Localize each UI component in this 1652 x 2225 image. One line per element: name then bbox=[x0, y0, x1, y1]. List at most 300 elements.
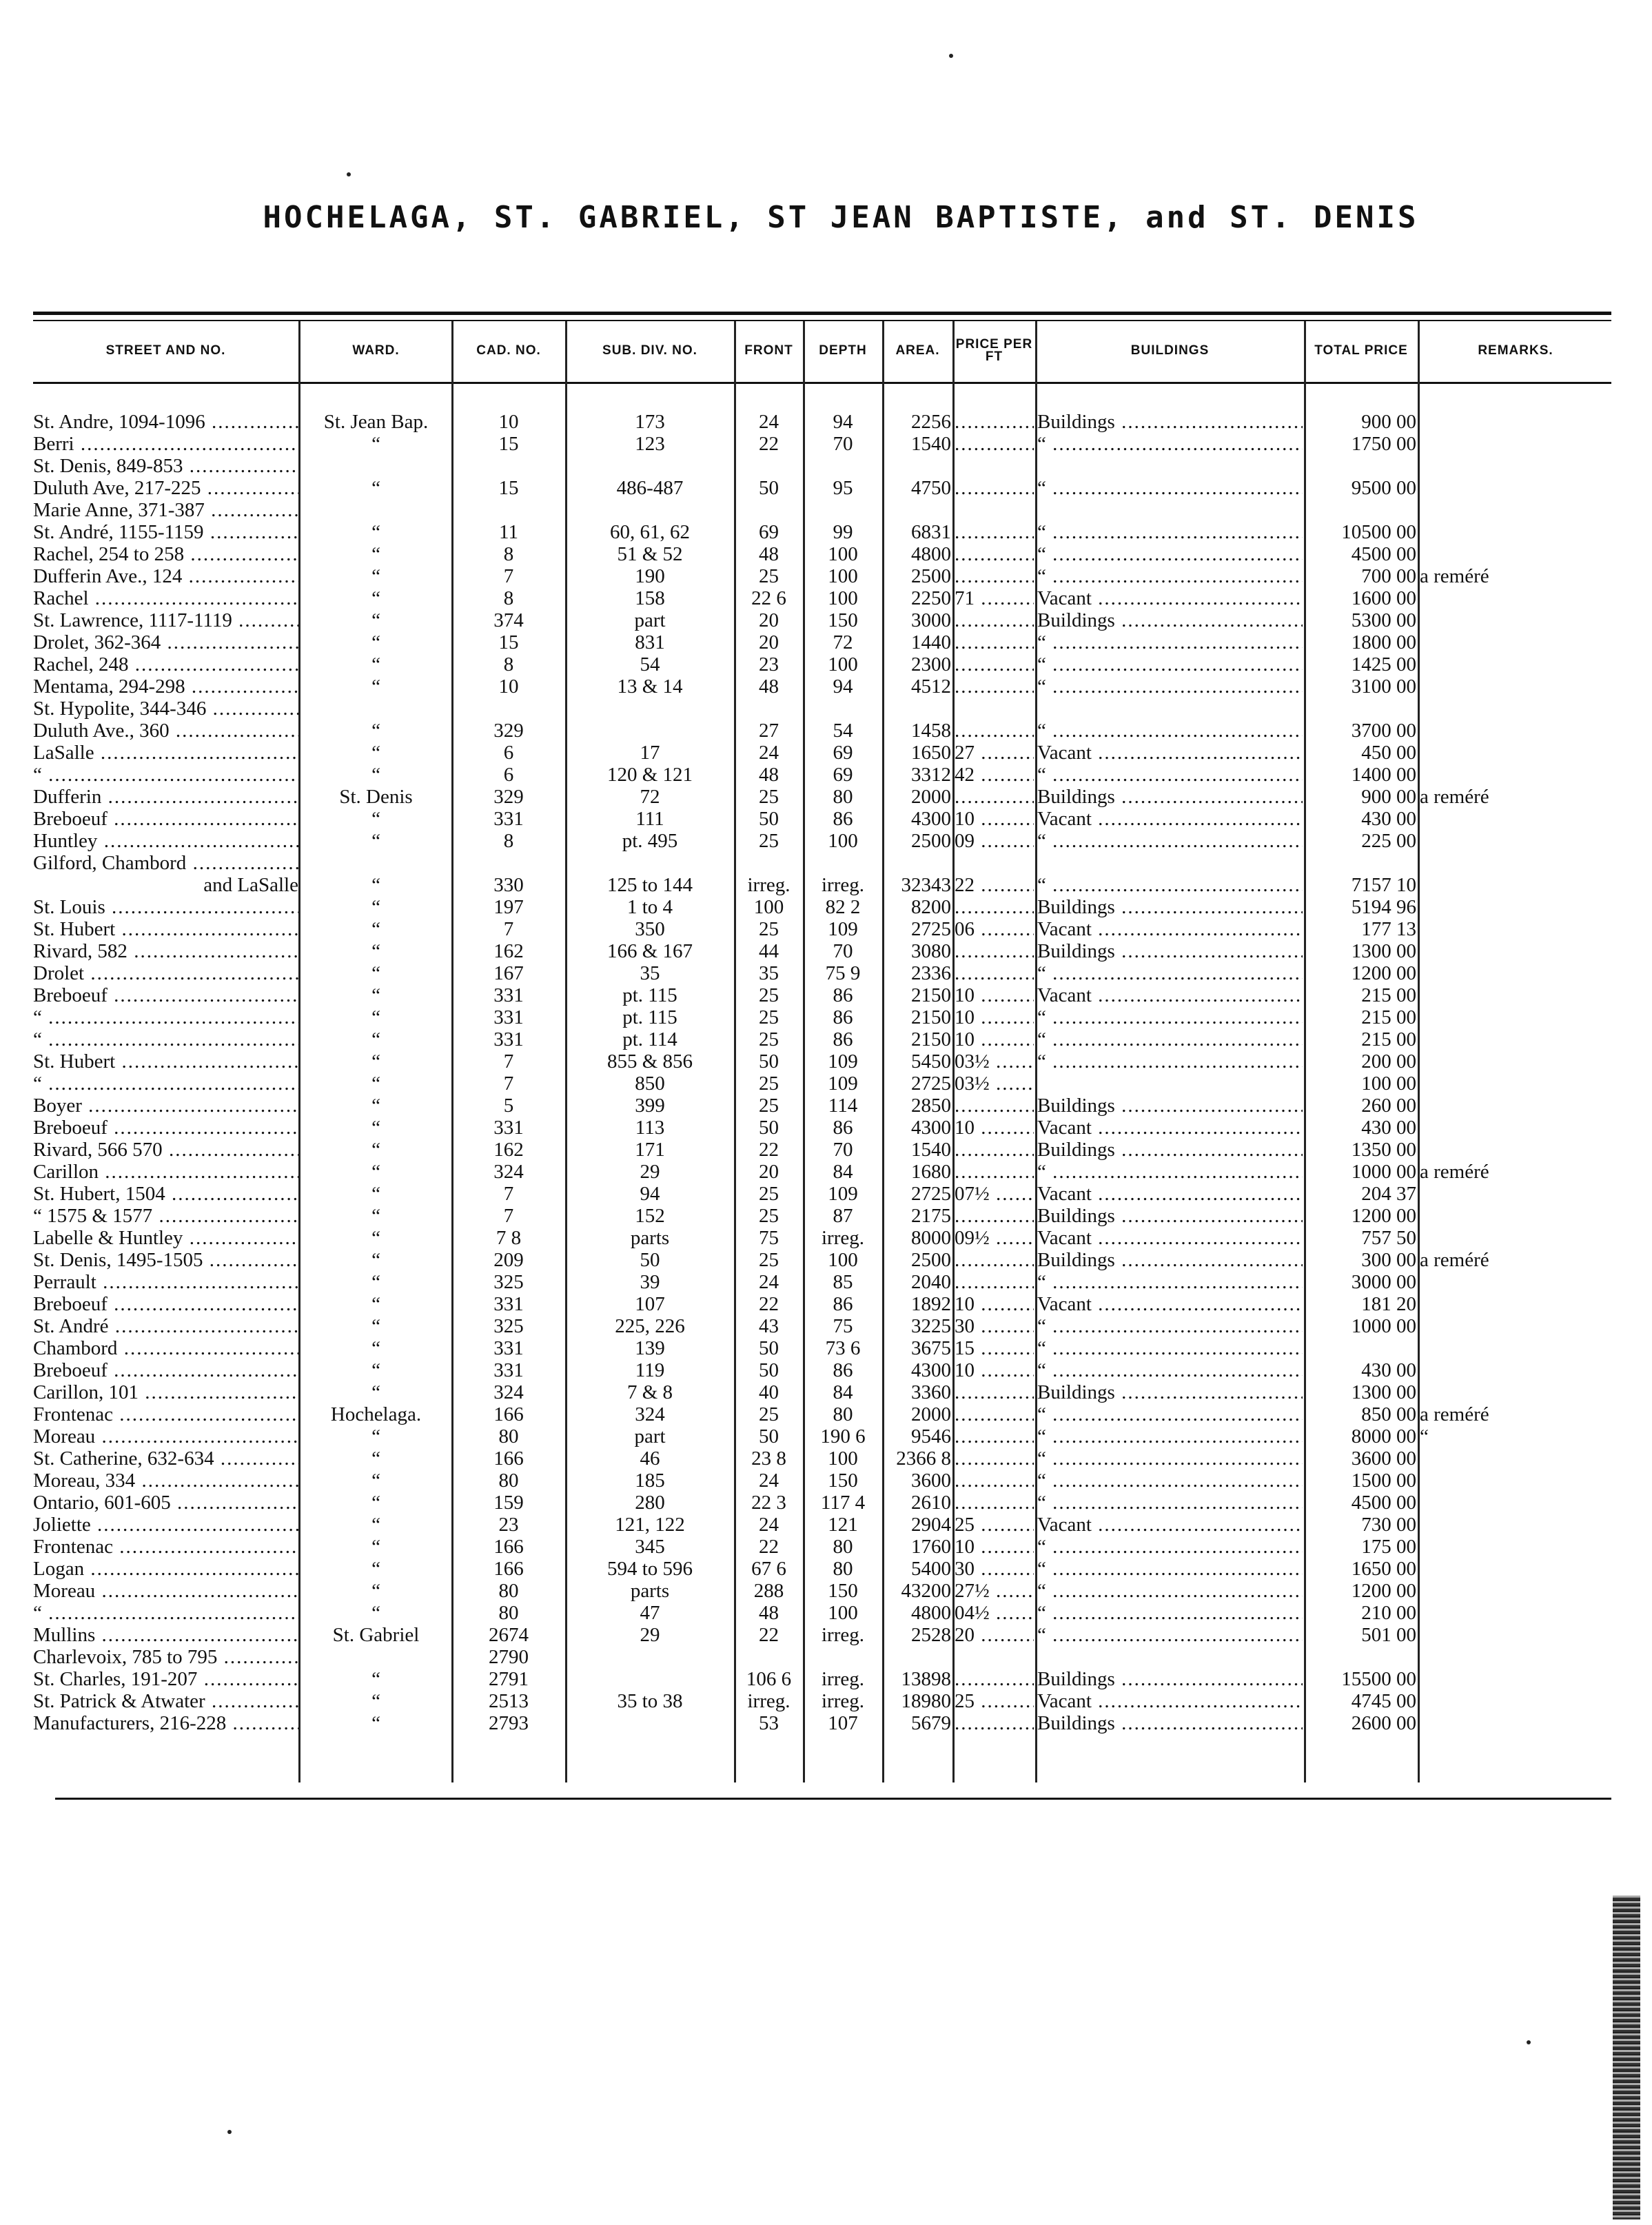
cell-remarks bbox=[1420, 455, 1611, 477]
cell-cad-text: 162 bbox=[493, 940, 524, 962]
cell-remarks-text: “ bbox=[1420, 1425, 1429, 1447]
cell-cad-text: 5 bbox=[503, 1095, 514, 1117]
cell-price bbox=[955, 786, 1034, 808]
leader-dots bbox=[1046, 962, 1303, 984]
cell-area bbox=[884, 1536, 951, 1558]
leader-dots bbox=[975, 1006, 1034, 1028]
cell-cad bbox=[453, 1470, 564, 1492]
cell-depth-text: irreg. bbox=[822, 1624, 864, 1646]
cell-area-text: 4300 bbox=[911, 1117, 951, 1139]
cell-price-text: 03½ bbox=[955, 1073, 990, 1095]
cell-area bbox=[884, 587, 951, 609]
cell-total-text: 3000 00 bbox=[1351, 1271, 1416, 1293]
table-row bbox=[33, 675, 1611, 698]
cell-total bbox=[1306, 1447, 1416, 1470]
cell-front bbox=[736, 940, 802, 962]
cell-total bbox=[1306, 565, 1416, 587]
leader-dots bbox=[955, 1095, 1034, 1117]
cell-price-text: 10 bbox=[955, 1536, 975, 1558]
cell-front-text: 24 bbox=[759, 1514, 779, 1536]
cell-front-text: 25 bbox=[759, 1028, 779, 1050]
leader-dots bbox=[42, 764, 298, 786]
cell-ward bbox=[302, 1315, 450, 1337]
table-row bbox=[33, 1161, 1611, 1183]
cell-price-text: 20 bbox=[955, 1624, 975, 1646]
cell-depth bbox=[805, 1359, 881, 1381]
cell-buildings bbox=[1037, 455, 1303, 477]
cell-price bbox=[955, 433, 1034, 455]
cell-area-text: 2904 bbox=[911, 1514, 951, 1536]
cell-street bbox=[33, 1624, 298, 1646]
cell-depth-text: 80 bbox=[833, 1558, 853, 1580]
cell-remarks bbox=[1420, 984, 1611, 1006]
cell-depth-text: 86 bbox=[833, 1359, 853, 1381]
cell-price bbox=[955, 1624, 1034, 1646]
cell-area bbox=[884, 1028, 951, 1050]
cell-ward-text: “ bbox=[371, 1139, 380, 1161]
cell-front-text: 20 bbox=[759, 631, 779, 653]
leader-dots bbox=[197, 1668, 298, 1690]
cell-street bbox=[33, 1359, 298, 1381]
cell-price bbox=[955, 940, 1034, 962]
table-row bbox=[33, 1006, 1611, 1028]
cell-remarks bbox=[1420, 764, 1611, 786]
cell-area bbox=[884, 1359, 951, 1381]
cell-street-text: Frontenac bbox=[33, 1536, 113, 1558]
cell-area bbox=[884, 675, 951, 698]
cell-cad bbox=[453, 1227, 564, 1249]
table-body bbox=[33, 411, 1611, 1734]
cell-price bbox=[955, 1359, 1034, 1381]
cell-sub bbox=[567, 1271, 733, 1293]
cell-sub-text: 119 bbox=[635, 1359, 665, 1381]
cell-ward bbox=[302, 1602, 450, 1624]
column-header-ward: WARD. bbox=[352, 343, 400, 358]
leader-dots bbox=[955, 1271, 1034, 1293]
cell-ward-text: “ bbox=[371, 808, 380, 830]
cell-buildings bbox=[1037, 1028, 1303, 1050]
leader-dots bbox=[42, 1073, 298, 1095]
table-row bbox=[33, 720, 1611, 742]
cell-street-text: “ bbox=[33, 1602, 42, 1624]
cell-ward-text: “ bbox=[371, 609, 380, 631]
cell-area-text: 2500 bbox=[911, 830, 951, 852]
cell-remarks bbox=[1420, 433, 1611, 455]
cell-buildings bbox=[1037, 631, 1303, 653]
leader-dots bbox=[139, 1381, 298, 1403]
cell-street-text: Duluth Ave, 217-225 bbox=[33, 477, 201, 499]
leader-dots bbox=[84, 962, 298, 984]
leader-dots bbox=[1046, 1492, 1303, 1514]
table-row bbox=[33, 1205, 1611, 1227]
cell-cad bbox=[453, 1447, 564, 1470]
cell-buildings-text: Buildings bbox=[1037, 940, 1115, 962]
cell-sub bbox=[567, 1646, 733, 1668]
cell-depth-text: 109 bbox=[828, 1050, 858, 1073]
cell-ward bbox=[302, 1205, 450, 1227]
cell-remarks bbox=[1420, 1139, 1611, 1161]
cell-cad-text: 331 bbox=[493, 1359, 524, 1381]
cell-street bbox=[33, 1139, 298, 1161]
cell-ward-text: “ bbox=[371, 1337, 380, 1359]
cell-depth-text: 150 bbox=[828, 609, 858, 631]
cell-buildings-text: “ bbox=[1037, 1624, 1046, 1646]
cell-area bbox=[884, 1425, 951, 1447]
leader-dots bbox=[990, 1580, 1034, 1602]
cell-street-text: Berri bbox=[33, 433, 74, 455]
cell-depth-text: 69 bbox=[833, 742, 853, 764]
cell-depth-text: 121 bbox=[828, 1514, 858, 1536]
cell-depth bbox=[805, 1073, 881, 1095]
cell-street-text: Gilford, Chambord bbox=[33, 852, 187, 874]
cell-ward-text: “ bbox=[371, 1359, 380, 1381]
cell-front bbox=[736, 1514, 802, 1536]
leader-dots bbox=[1046, 433, 1303, 455]
cell-total bbox=[1306, 653, 1416, 675]
cell-street bbox=[33, 675, 298, 698]
cell-street bbox=[33, 653, 298, 675]
cell-remarks-text: a reméré bbox=[1420, 1403, 1489, 1425]
cell-total-text: 9500 00 bbox=[1351, 477, 1416, 499]
table-row bbox=[33, 918, 1611, 940]
cell-sub bbox=[567, 918, 733, 940]
cell-street-text: Rivard, 566 570 bbox=[33, 1139, 163, 1161]
cell-buildings bbox=[1037, 1205, 1303, 1227]
cell-ward bbox=[302, 918, 450, 940]
leader-dots bbox=[975, 918, 1034, 940]
cell-buildings bbox=[1037, 1183, 1303, 1205]
cell-total bbox=[1306, 1646, 1416, 1668]
cell-total bbox=[1306, 1558, 1416, 1580]
cell-ward bbox=[302, 587, 450, 609]
cell-cad-text: 8 bbox=[503, 830, 514, 852]
cell-price-text: 10 bbox=[955, 1293, 975, 1315]
cell-price-text: 30 bbox=[955, 1558, 975, 1580]
cell-buildings bbox=[1037, 1359, 1303, 1381]
cell-street-text: Marie Anne, 371-387 bbox=[33, 499, 205, 521]
cell-price bbox=[955, 521, 1034, 543]
cell-sub bbox=[567, 1492, 733, 1514]
cell-cad bbox=[453, 433, 564, 455]
leader-dots bbox=[129, 653, 298, 675]
cell-cad bbox=[453, 830, 564, 852]
leader-dots bbox=[955, 1249, 1034, 1271]
cell-cad bbox=[453, 477, 564, 499]
cell-depth-text: 70 bbox=[833, 940, 853, 962]
cell-cad bbox=[453, 1028, 564, 1050]
leader-dots bbox=[205, 1690, 298, 1712]
cell-total-text: 850 00 bbox=[1361, 1403, 1416, 1425]
cell-ward-text: Hochelaga. bbox=[330, 1403, 422, 1425]
cell-remarks bbox=[1420, 411, 1611, 433]
cell-area-text: 2040 bbox=[911, 1271, 951, 1293]
cell-price bbox=[955, 1447, 1034, 1470]
cell-total-text: 204 37 bbox=[1361, 1183, 1416, 1205]
leader-dots bbox=[955, 1161, 1034, 1183]
cell-depth-text: 100 bbox=[828, 1602, 858, 1624]
cell-buildings bbox=[1037, 1403, 1303, 1425]
cell-front bbox=[736, 499, 802, 521]
cell-sub-text: 46 bbox=[640, 1447, 660, 1470]
leader-dots bbox=[117, 1337, 298, 1359]
cell-ward-text: “ bbox=[371, 1183, 380, 1205]
cell-area bbox=[884, 1492, 951, 1514]
table-row bbox=[33, 1359, 1611, 1381]
cell-area-text: 2500 bbox=[911, 1249, 951, 1271]
cell-price bbox=[955, 1425, 1034, 1447]
cell-sub-text: pt. 495 bbox=[622, 830, 678, 852]
cell-street bbox=[33, 1668, 298, 1690]
cell-front-text: 106 6 bbox=[746, 1668, 792, 1690]
cell-street-text: Breboeuf bbox=[33, 1293, 108, 1315]
cell-price bbox=[955, 1712, 1034, 1734]
cell-cad bbox=[453, 1646, 564, 1668]
cell-total bbox=[1306, 1337, 1416, 1359]
cell-sub-text: 855 & 856 bbox=[606, 1050, 693, 1073]
cell-cad bbox=[453, 631, 564, 653]
cell-depth bbox=[805, 1183, 881, 1205]
cell-street-text: “ bbox=[33, 1006, 42, 1028]
table-row bbox=[33, 565, 1611, 587]
leader-dots bbox=[955, 477, 1034, 499]
cell-total bbox=[1306, 1602, 1416, 1624]
cell-depth-text: 87 bbox=[833, 1205, 853, 1227]
cell-buildings bbox=[1037, 1624, 1303, 1646]
leader-dots bbox=[955, 1492, 1034, 1514]
cell-sub-text: 29 bbox=[640, 1624, 660, 1646]
cell-front bbox=[736, 830, 802, 852]
cell-total bbox=[1306, 1006, 1416, 1028]
cell-sub bbox=[567, 808, 733, 830]
cell-total bbox=[1306, 742, 1416, 764]
cell-buildings bbox=[1037, 1646, 1303, 1668]
cell-depth-text: irreg. bbox=[822, 874, 864, 896]
cell-area bbox=[884, 1580, 951, 1602]
cell-area bbox=[884, 1117, 951, 1139]
cell-area bbox=[884, 940, 951, 962]
leader-dots bbox=[1046, 1624, 1303, 1646]
cell-area bbox=[884, 1205, 951, 1227]
cell-depth-text: 99 bbox=[833, 521, 853, 543]
cell-total-text: 1800 00 bbox=[1351, 631, 1416, 653]
cell-ward bbox=[302, 1492, 450, 1514]
cell-front bbox=[736, 1073, 802, 1095]
column-header-street: STREET AND NO. bbox=[105, 343, 226, 358]
cell-front bbox=[736, 1315, 802, 1337]
table-row bbox=[33, 1293, 1611, 1315]
cell-sub bbox=[567, 1117, 733, 1139]
cell-front-text: 50 bbox=[759, 1359, 779, 1381]
cell-front bbox=[736, 609, 802, 631]
cell-street-text: St. Andre, 1094-1096 bbox=[33, 411, 205, 433]
cell-front-text: irreg. bbox=[747, 1690, 791, 1712]
cell-street bbox=[33, 1425, 298, 1447]
cell-front-text: 25 bbox=[759, 1249, 779, 1271]
cell-total-text: 2600 00 bbox=[1351, 1712, 1416, 1734]
cell-cad-text: 331 bbox=[493, 1006, 524, 1028]
cell-buildings-text: “ bbox=[1037, 565, 1046, 587]
cell-area bbox=[884, 1381, 951, 1403]
cell-street-text: Boyer bbox=[33, 1095, 82, 1117]
cell-depth bbox=[805, 852, 881, 874]
cell-depth bbox=[805, 1712, 881, 1734]
cell-cad bbox=[453, 521, 564, 543]
leader-dots bbox=[108, 1293, 298, 1315]
cell-depth-text: 107 bbox=[828, 1712, 858, 1734]
cell-price bbox=[955, 1227, 1034, 1249]
cell-street-text: St. Lawrence, 1117-1119 bbox=[33, 609, 232, 631]
cell-cad bbox=[453, 940, 564, 962]
leader-dots bbox=[955, 433, 1034, 455]
cell-ward bbox=[302, 1006, 450, 1028]
cell-sub bbox=[567, 1403, 733, 1425]
cell-area-text: 1760 bbox=[911, 1536, 951, 1558]
cell-buildings-text: “ bbox=[1037, 1028, 1046, 1050]
cell-ward-text: “ bbox=[371, 1073, 380, 1095]
cell-buildings-text: “ bbox=[1037, 720, 1046, 742]
cell-cad-text: 167 bbox=[493, 962, 524, 984]
cell-depth bbox=[805, 1558, 881, 1580]
cell-cad-text: 374 bbox=[493, 609, 524, 631]
cell-street bbox=[33, 1183, 298, 1205]
table-row bbox=[33, 455, 1611, 477]
cell-street-text: Perrault bbox=[33, 1271, 96, 1293]
cell-remarks bbox=[1420, 808, 1611, 830]
cell-sub bbox=[567, 1028, 733, 1050]
cell-total-text: 10500 00 bbox=[1341, 521, 1416, 543]
cell-ward-text: “ bbox=[371, 1050, 380, 1073]
cell-total-text: 7157 10 bbox=[1351, 874, 1416, 896]
cell-cad-text: 7 bbox=[503, 1205, 514, 1227]
cell-buildings bbox=[1037, 742, 1303, 764]
leader-dots bbox=[955, 1447, 1034, 1470]
cell-front-text: 48 bbox=[759, 1602, 779, 1624]
cell-sub-text: parts bbox=[630, 1227, 670, 1249]
cell-price-text: 10 bbox=[955, 984, 975, 1006]
cell-sub bbox=[567, 477, 733, 499]
table-row bbox=[33, 962, 1611, 984]
cell-cad-text: 331 bbox=[493, 1028, 524, 1050]
cell-front bbox=[736, 1646, 802, 1668]
cell-total bbox=[1306, 587, 1416, 609]
cell-remarks bbox=[1420, 1161, 1611, 1183]
leader-dots bbox=[42, 1602, 298, 1624]
leader-dots bbox=[203, 1249, 299, 1271]
cell-cad-text: 197 bbox=[493, 896, 524, 918]
table-row bbox=[33, 940, 1611, 962]
cell-buildings bbox=[1037, 1227, 1303, 1249]
leader-dots bbox=[1092, 1183, 1303, 1205]
cell-ward-text: “ bbox=[371, 587, 380, 609]
cell-front-text: 48 bbox=[759, 543, 779, 565]
leader-dots bbox=[975, 1293, 1034, 1315]
cell-street-text: Dufferin Ave., 124 bbox=[33, 565, 183, 587]
cell-front-text: 25 bbox=[759, 830, 779, 852]
table-row bbox=[33, 653, 1611, 675]
cell-price bbox=[955, 455, 1034, 477]
cell-cad-text: 331 bbox=[493, 1117, 524, 1139]
cell-sub-text: 29 bbox=[640, 1161, 660, 1183]
leader-dots bbox=[113, 1536, 298, 1558]
cell-depth bbox=[805, 742, 881, 764]
cell-sub bbox=[567, 1712, 733, 1734]
cell-sub-text: 185 bbox=[635, 1470, 665, 1492]
leader-dots bbox=[955, 675, 1034, 698]
cell-street bbox=[33, 587, 298, 609]
table-row bbox=[33, 1117, 1611, 1139]
cell-price bbox=[955, 477, 1034, 499]
cell-cad-text: 329 bbox=[493, 786, 524, 808]
cell-depth-text: 86 bbox=[833, 984, 853, 1006]
leader-dots bbox=[1092, 1117, 1303, 1139]
cell-area-text: 2725 bbox=[911, 1073, 951, 1095]
cell-sub bbox=[567, 631, 733, 653]
leader-dots bbox=[975, 742, 1034, 764]
cell-street bbox=[33, 1646, 298, 1668]
cell-ward bbox=[302, 830, 450, 852]
leader-dots bbox=[1115, 1095, 1303, 1117]
cell-cad-text: 2790 bbox=[489, 1646, 529, 1668]
cell-front bbox=[736, 786, 802, 808]
cell-remarks bbox=[1420, 521, 1611, 543]
cell-remarks bbox=[1420, 1403, 1611, 1425]
cell-sub-text: 399 bbox=[635, 1095, 665, 1117]
cell-street-text: and LaSalle bbox=[203, 874, 298, 896]
cell-price bbox=[955, 1558, 1034, 1580]
cell-total-text: 15500 00 bbox=[1341, 1668, 1416, 1690]
cell-buildings bbox=[1037, 1514, 1303, 1536]
table-row bbox=[33, 631, 1611, 653]
cell-depth bbox=[805, 1050, 881, 1073]
cell-cad-text: 15 bbox=[498, 433, 519, 455]
cell-area bbox=[884, 455, 951, 477]
cell-sub bbox=[567, 1580, 733, 1602]
cell-cad-text: 331 bbox=[493, 1293, 524, 1315]
cell-buildings bbox=[1037, 609, 1303, 631]
leader-dots bbox=[955, 896, 1034, 918]
cell-depth-text: 190 6 bbox=[820, 1425, 866, 1447]
table-row bbox=[33, 742, 1611, 764]
cell-front-text: 25 bbox=[759, 565, 779, 587]
cell-sub bbox=[567, 653, 733, 675]
cell-area-text: 2528 bbox=[911, 1624, 951, 1646]
cell-ward-text: “ bbox=[371, 543, 380, 565]
cell-total-text: 1300 00 bbox=[1351, 1381, 1416, 1403]
cell-total-text: 300 00 bbox=[1361, 1249, 1416, 1271]
cell-ward bbox=[302, 1558, 450, 1580]
cell-area-text: 3675 bbox=[911, 1337, 951, 1359]
cell-front-text: 23 bbox=[759, 653, 779, 675]
leader-dots bbox=[108, 1359, 298, 1381]
cell-street-text: Rachel, 254 to 258 bbox=[33, 543, 185, 565]
cell-buildings bbox=[1037, 1271, 1303, 1293]
cell-sub bbox=[567, 1514, 733, 1536]
table-row bbox=[33, 808, 1611, 830]
leader-dots bbox=[975, 808, 1034, 830]
cell-area bbox=[884, 918, 951, 940]
leader-dots bbox=[1046, 675, 1303, 698]
table-row bbox=[33, 764, 1611, 786]
cell-front bbox=[736, 653, 802, 675]
cell-remarks bbox=[1420, 1492, 1611, 1514]
leader-dots bbox=[1046, 477, 1303, 499]
cell-street bbox=[33, 808, 298, 830]
cell-ward bbox=[302, 1381, 450, 1403]
cell-price-text: 25 bbox=[955, 1690, 975, 1712]
cell-remarks bbox=[1420, 1073, 1611, 1095]
cell-street bbox=[33, 1227, 298, 1249]
cell-remarks bbox=[1420, 1381, 1611, 1403]
